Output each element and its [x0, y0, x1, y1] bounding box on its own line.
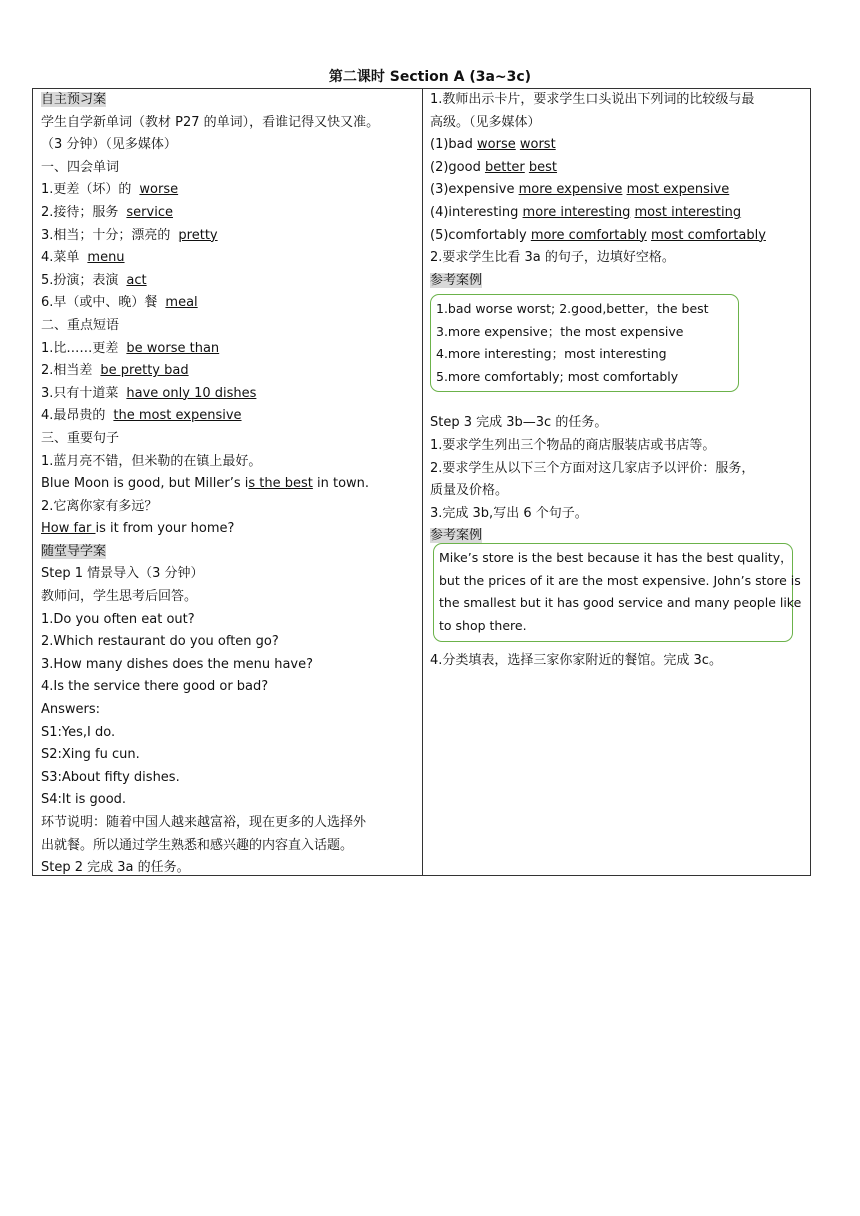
- question-item: 3.How many dishes does the menu have?: [41, 656, 314, 672]
- step-heading: Step 2 完成 3a 的任务。: [41, 860, 190, 876]
- reference-line: Mike’s store is the best because it has the best quality，: [439, 550, 793, 565]
- task-line: 4.分类填表，选择三家你家附近的餐馆。完成 3c。: [430, 653, 722, 668]
- subsection-heading: 二、重点短语: [41, 317, 120, 333]
- reference-heading: 参考案例: [430, 528, 483, 544]
- vocab-item: 6.早（或中、晚）餐 meal: [41, 295, 198, 311]
- reference-paragraph-box: [433, 543, 802, 642]
- answers-label: Answers:: [41, 702, 101, 718]
- phrase-item: 3.只有十道菜 have only 10 dishes: [41, 385, 257, 401]
- instruction-line: 1.教师出示卡片，要求学生口头说出下列词的比较级与最: [430, 92, 755, 107]
- page-title: 第二课时 Section A (3a~3c): [328, 69, 532, 85]
- lesson-table: [32, 88, 811, 876]
- step-heading: Step 3 完成 3b—3c 的任务。: [430, 415, 608, 431]
- reference-line: to shop there.: [439, 617, 527, 633]
- left-column: [41, 89, 419, 880]
- comparison-item: (1)bad worse worst: [430, 137, 556, 153]
- vocab-item: 5.扮演；表演 act: [41, 272, 147, 288]
- intro-line: 学生自学新单词（教材 P27 的单词），看谁记得又快又准。: [41, 114, 380, 130]
- sentence-en: How far is it from your home?: [41, 521, 235, 537]
- phrase-item: 4.最昂贵的 the most expensive: [41, 408, 242, 424]
- sentence-cn: 2.它离你家有多远？: [41, 498, 158, 514]
- step-heading: Step 1 情景导入（3 分钟）: [41, 566, 204, 582]
- instruction-line: 教师问，学生思考后回答。: [41, 589, 198, 605]
- reference-answer-box: [430, 294, 739, 392]
- sentence-en: Blue Moon is good, but Miller’s is the best in town.: [41, 476, 370, 492]
- comparison-item: (4)interesting more interesting most interesting: [430, 204, 742, 220]
- reference-line: 4.more interesting；most interesting: [436, 346, 667, 361]
- reference-line: but the prices of it are the most expensive. John’s store is: [439, 572, 801, 588]
- instruction-line: 2.要求学生比看 3a 的句子，边填好空格。: [430, 250, 675, 266]
- vocab-item: 4.菜单 menu: [41, 250, 125, 266]
- subsection-heading: 三、重要句子: [41, 430, 120, 446]
- section-heading-guided: 随堂导学案: [41, 543, 107, 559]
- subsection-heading: 一、四会单词: [41, 159, 120, 175]
- section-note: 环节说明：随着中国人越来越富裕，现在更多的人选择外: [41, 815, 367, 830]
- task-line: 3.完成 3b,写出 6 个句子。: [430, 505, 588, 521]
- sentence-cn: 1.蓝月亮不错，但米勒的在镇上最好。: [41, 453, 262, 469]
- comparison-item: (3)expensive more expensive most expensive: [430, 182, 730, 198]
- reference-line: 3.more expensive；the most expensive: [436, 323, 684, 339]
- vocab-item: 3.相当；十分；漂亮的 pretty: [41, 227, 218, 243]
- comparison-item: (5)comfortably more comfortably most comfortably: [430, 227, 766, 243]
- task-line: 质量及价格。: [430, 483, 509, 499]
- comparison-item: (2)good better best: [430, 159, 558, 175]
- reference-line: the smallest but it has good service and many people like: [439, 595, 802, 610]
- question-item: 1.Do you often eat out?: [41, 611, 195, 627]
- answer-item: S1:Yes,I do.: [41, 724, 116, 740]
- reference-line: 1.bad worse worst; 2.good,better，the best: [436, 301, 709, 316]
- reference-line: 5.more comfortably; most comfortably: [436, 368, 679, 384]
- question-item: 2.Which restaurant do you often go?: [41, 634, 279, 650]
- answer-item: S2:Xing fu cun.: [41, 747, 140, 763]
- section-note: 出就餐。所以通过学生熟悉和感兴趣的内容直入话题。: [41, 837, 354, 853]
- column-divider: [422, 89, 423, 875]
- intro-line: （3 分钟）（见多媒体）: [41, 137, 177, 153]
- phrase-item: 2.相当差 be pretty bad: [41, 363, 189, 379]
- answer-item: S3:About fifty dishes.: [41, 769, 180, 785]
- instruction-line: 高级。（见多媒体）: [430, 114, 541, 130]
- task-line: 1.要求学生列出三个物品的商店服装店或书店等。: [430, 437, 716, 453]
- question-item: 4.Is the service there good or bad?: [41, 679, 269, 695]
- section-heading-preview: 自主预习案: [41, 92, 107, 107]
- task-line: 2.要求学生从以下三个方面对这几家店予以评价：服务，: [430, 460, 755, 476]
- reference-heading: 参考案例: [430, 272, 483, 288]
- answer-item: S4:It is good.: [41, 792, 127, 808]
- vocab-item: 2.接待；服务 service: [41, 204, 173, 220]
- phrase-item: 1.比……更差 be worse than: [41, 340, 220, 356]
- vocab-item: 1.更差（坏）的 worse: [41, 182, 179, 198]
